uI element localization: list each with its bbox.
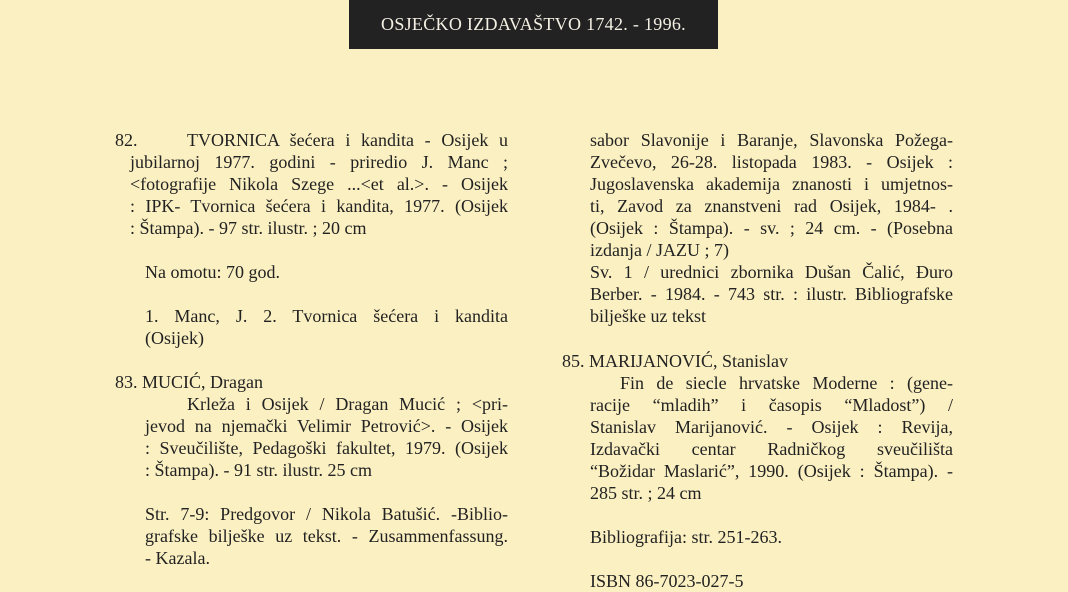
entry-85-line-5: “Božidar Maslarić”, 1990. (Osijek : Štampa). - [590, 461, 953, 481]
entry-82-number: 82. [115, 130, 138, 150]
entry-85-line-1: Fin de siecle hrvatske Moderne : (gene- [620, 373, 953, 393]
entry-85-author-line [562, 350, 953, 372]
entry-82-line-5: : Štampa). - 97 str. ilustr. ; 20 cm [130, 218, 367, 238]
page-header-title: OSJEČKO IZDAVAŠTVO 1742. - 1996. [381, 14, 686, 34]
entry-82-note: Na omotu: 70 god. [145, 262, 280, 282]
entry-85 [562, 350, 953, 592]
entry-83-line-3: : Sveučilište, Pedagoški fakultet, 1979. (Osijek [145, 438, 508, 458]
entry-84-line-5: (Osijek : Štampa). - sv. ; 24 cm. - (Posebna [590, 218, 953, 238]
entry-83-number: 83. [115, 372, 138, 392]
entry-83-line-2: jevod na njemački Velimir Petrović>. - Osijek [145, 416, 508, 436]
entry-84-line-2: Zvečevo, 26-28. listopada 1983. - Osijek : [590, 152, 953, 172]
entry-85-isbn: ISBN 86-7023-027-5 [590, 571, 744, 591]
entry-83-note-3: - Kazala. [145, 548, 210, 568]
entry-85-line-3: Stanislav Marijanović. - Osijek : Revija, [590, 417, 953, 437]
entry-83-author-line [115, 371, 508, 393]
entry-83-note-2: grafske bilješke uz tekst. - Zusammenfassung. [145, 526, 508, 546]
entry-83-author: MUCIĆ, Dragan [142, 372, 263, 392]
entry-85-line-6: 285 str. ; 24 cm [590, 483, 702, 503]
entry-84-line-1: sabor Slavonije i Baranje, Slavonska Požega- [590, 130, 953, 150]
entry-83-line-1: Krleža i Osijek / Dragan Mucić ; <pri- [187, 394, 508, 414]
entry-84-line-9: bilješke uz tekst [590, 306, 706, 326]
header-band [349, 0, 718, 49]
entry-84-line-6: izdanja / JAZU ; 7) [590, 240, 729, 260]
entry-85-line-2: racije “mladih” i časopis “Mladost”) / [590, 395, 953, 415]
entry-85-note: Bibliografija: str. 251-263. [590, 527, 782, 547]
entry-85-author: MARIJANOVIĆ, Stanislav [589, 351, 789, 371]
entry-83-line-4: : Štampa). - 91 str. ilustr. 25 cm [145, 460, 372, 480]
entry-85-line-4: Izdavački centar Radničkog sveučilišta [590, 439, 953, 459]
entry-82-subjects-2: (Osijek) [145, 328, 204, 348]
right-column [590, 129, 953, 327]
entry-83-note-1: Str. 7-9: Predgovor / Nikola Batušić. -Biblio- [145, 504, 508, 524]
entry-84-line-3: Jugoslavenska akademija znanosti i umjetnos- [590, 174, 953, 194]
entry-82-line-1: TVORNICA šećera i kandita - Osijek u [187, 130, 508, 150]
entry-82-line-3: <fotografije Nikola Szege ...<et al.>. - Osijek [130, 174, 508, 194]
left-column [115, 129, 508, 591]
entry-84-continuation [590, 129, 953, 327]
entry-82-line-4: : IPK- Tvornica šećera i kandita, 1977. (Osijek [130, 196, 508, 216]
entry-85-number: 85. [562, 351, 585, 371]
entry-83 [115, 371, 508, 569]
entry-82-head [115, 129, 508, 151]
entry-82 [115, 129, 508, 349]
entry-84-line-8: Berber. - 1984. - 743 str. : ilustr. Bibliografske [590, 284, 953, 304]
entry-82-subjects-1: 1. Manc, J. 2. Tvornica šećera i kandita [145, 306, 508, 326]
entry-84-line-4: ti, Zavod za znanstveni rad Osijek, 1984- . [590, 196, 953, 216]
entry-82-line-2: jubilarnoj 1977. godini - priredio J. Manc ; [130, 152, 508, 172]
entry-84-line-7: Sv. 1 / urednici zbornika Dušan Čalić, Đuro [590, 262, 953, 282]
